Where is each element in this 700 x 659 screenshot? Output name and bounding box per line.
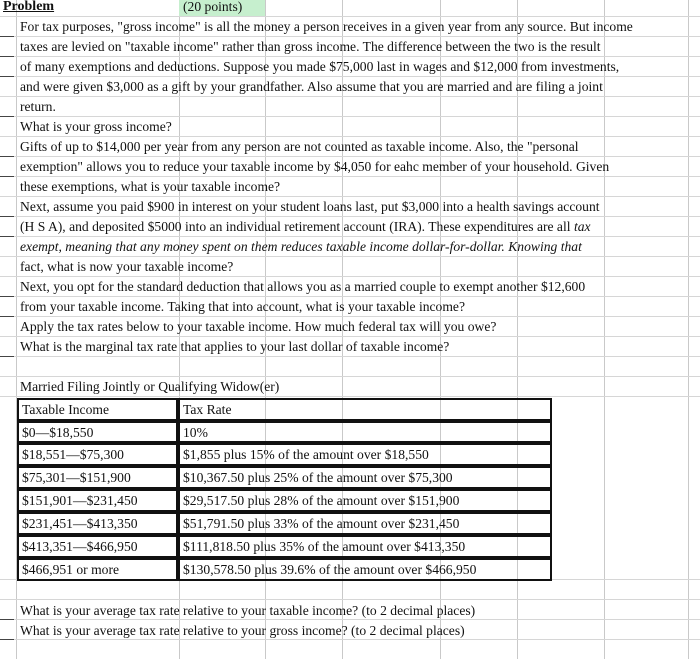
problem-text-span: exempt, meaning that any money spent on them reduces taxable income dollar-for-dollar. (20, 239, 505, 254)
table-cell-rate: $10,367.50 plus 25% of the amount over $75,300 (178, 466, 552, 489)
table-cell-rate: $111,818.50 plus 35% of the amount over $413,350 (178, 535, 552, 558)
problem-text-line: Gifts of up to $14,000 per year from any person are not counted as taxable income. Also, the "personal (20, 139, 579, 154)
table-cell-rate: $51,791.50 plus 33% of the amount over $231,450 (178, 512, 552, 535)
question-marginal-rate: What is the marginal tax rate that applies to your last dollar of taxable income? (20, 339, 450, 354)
table-cell-income: $231,451—$413,350 (17, 512, 178, 535)
table-cell-income: $466,951 or more (17, 558, 178, 581)
table-cell-income: $413,351—$466,950 (17, 535, 178, 558)
question-taxable-income: these exemptions, what is your taxable income? (20, 179, 281, 194)
question-standard-deduction: from your taxable income. Taking that into account, what is your taxable income? (20, 299, 465, 314)
table-cell-income: $75,301—$151,900 (17, 466, 178, 489)
points-label: (20 points) (183, 0, 243, 14)
question-gross-income: What is your gross income? (20, 119, 172, 134)
problem-text-span: (H S A), and deposited $5000 into an individual retirement account (IRA). These expenditures are all (20, 219, 571, 234)
table-header-cell: Tax Rate (178, 398, 552, 421)
problem-text-line: taxes are levied on "taxable income" rather than gross income. The difference between the two is the result (20, 39, 601, 54)
question-average-rate-gross: What is your average tax rate relative to your gross income? (to 2 decimal places) (20, 623, 465, 638)
knowing-that-text: Knowing that (508, 239, 582, 254)
table-caption: Married Filing Jointly or Qualifying Widow(er) (20, 379, 280, 394)
problem-heading: Problem (3, 0, 55, 14)
question-new-taxable-income: fact, what is now your taxable income? (20, 259, 234, 274)
table-cell-rate: $130,578.50 plus 39.6% of the amount over $466,950 (178, 558, 552, 581)
table-cell-income: $18,551—$75,300 (17, 443, 178, 466)
table-cell-income: $0—$18,550 (17, 421, 178, 443)
table-cell-rate: 10% (178, 421, 552, 443)
table-header-cell: Taxable Income (17, 398, 178, 421)
problem-text-line: return. (20, 99, 56, 114)
problem-text-line: and were given $3,000 as a gift by your grandfather. Also assume that you are married and are filing a joint (20, 79, 603, 94)
problem-text-line: Next, assume you paid $900 in interest on your student loans last, put $3,000 into a health savings account (20, 199, 600, 214)
problem-text-line: of many exemptions and deductions. Suppose you made $75,000 last in wages and $12,000 from investments, (20, 59, 620, 74)
problem-text-line: For tax purposes, "gross income" is all the money a person receives in a given year from any source. But income (20, 19, 633, 34)
table-cell-income: $151,901—$231,450 (17, 489, 178, 512)
problem-text-line: exemption" allows you to reduce your taxable income by $4,050 for eahc member of your household. Given (20, 159, 610, 174)
problem-text-line (20, 217, 591, 237)
table-cell-rate: $1,855 plus 15% of the amount over $18,550 (178, 443, 552, 466)
table-cell-rate: $29,517.50 plus 28% of the amount over $151,900 (178, 489, 552, 512)
tax-italic: tax (573, 219, 591, 234)
question-average-rate-taxable: What is your average tax rate relative to your taxable income? (to 2 decimal places) (20, 603, 476, 618)
problem-text-line: Next, you opt for the standard deduction that allows you as a married couple to exempt another $12,600 (20, 279, 586, 294)
question-federal-tax: Apply the tax rates below to your taxable income. How much federal tax will you owe? (20, 319, 497, 334)
problem-text-line (20, 237, 582, 257)
